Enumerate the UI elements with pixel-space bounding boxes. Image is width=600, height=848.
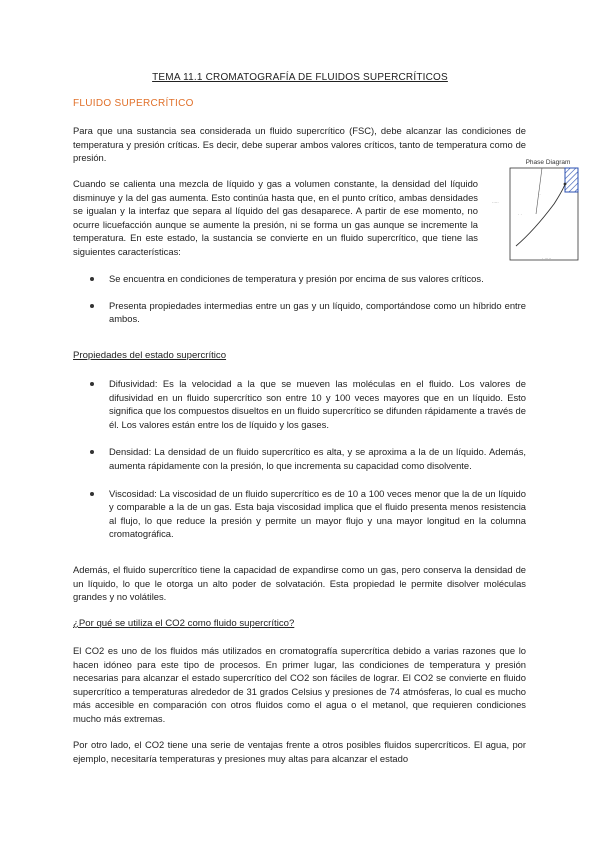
diagram-title: Phase Diagram (525, 159, 571, 166)
section-heading: FLUIDO SUPERCRÍTICO (73, 98, 194, 109)
why-co2-subheading: ¿Por qué se utiliza el CO2 como fluido supercrítico? (73, 618, 295, 629)
intro-paragraph: Para que una sustancia sea considerada un fluido supercrítico (FSC), debe alcanzar las condiciones de temperatura y presión críticas. Es decir, debe superar ambos valores críticos, tanto de temperatura como de presión. (73, 125, 526, 164)
list-item: Presenta propiedades intermedias entre un gas y un líquido, comportándose como un híbrido entre ambos. (73, 299, 526, 326)
list-item: Densidad: La densidad de un fluido supercrítico es alta, y se aproxima a la de un líquido. Además, aumenta rápidamente con la presión, lo que incrementa su capacidad como disolvente. (73, 445, 526, 472)
list-item: Viscosidad: La viscosidad de un fluido supercrítico es de 10 a 100 veces menor que la de un líquido y comparable a la de un gas. Esta baja viscosidad implica que el fluido presenta menos resistencia al flujo, lo que reduce la presión y permite un mayor flujo y una mayor longitud en la columna cromatográfica. (73, 487, 526, 541)
region-mark-liquid: ·· (538, 192, 541, 197)
characteristics-list (73, 272, 526, 326)
co2-usage-paragraph: El CO2 es uno de los fluidos más utilizados en cromatografía supercrítica debido a varias razones que lo hacen idóneo para este tipo de procesos. En primer lugar, las condiciones de temperatura y presión necesarias para alcanzar el estado supercrítico del CO2 son fáciles de lograr. El CO2 se convierte en fluido supercrítico a temperaturas alrededor de 31 grados Celsius y presiones de 74 atmósferas, lo cual es mucho más accesible en comparación con otros fluidos como el agua o el metanol, que requieren condiciones mucho más extremas. (73, 645, 526, 724)
axis-label-x-mark: · ····· (542, 256, 552, 261)
critical-point (564, 183, 567, 186)
other-side-paragraph: Por otro lado, el CO2 tiene una serie de ventajas frente a otros posibles fluidos supercríticos. El agua, por ejemplo, necesitaría temperaturas y presiones muy altas para alcanzar el estado (73, 739, 526, 764)
phase-diagram-svg (480, 156, 580, 264)
page-title: TEMA 11.1 CROMATOGRAFÍA DE FLUIDOS SUPERCRÍTICOS (152, 72, 448, 83)
heating-paragraph: Cuando se calienta una mezcla de líquido y gas a volumen constante, la densidad del líquido disminuye y la del gas aumenta. Esto continúa hasta que, en el punto crítico, ambas densidades se igualan y la interfaz que separa al líquido del gas desaparece. A partir de ese momento, no ocurre licuefacción aunque se aumente la presión, ni se forma un gas aunque se incremente la temperatura. En este estado, la sustancia se convierte en un fluido supercrítico, que tiene las siguientes características: (73, 178, 478, 257)
supercritical-region (565, 168, 578, 192)
melting-curve (536, 168, 542, 214)
properties-list (73, 377, 526, 541)
expansion-paragraph: Además, el fluido supercrítico tiene la capacidad de expandirse como un gas, pero conserva la densidad de un líquido, lo que le otorga un alto poder de solvatación. Esta propiedad le permite disolver moléculas grandes y no volátiles. (73, 564, 526, 603)
axis-label-y-mark: ····· (492, 200, 499, 205)
phase-diagram-figure (480, 156, 580, 264)
properties-subheading: Propiedades del estado supercrítico (73, 350, 227, 361)
region-mark-solid: · · (518, 212, 522, 217)
list-item: Se encuentra en condiciones de temperatura y presión por encima de sus valores críticos. (73, 272, 526, 286)
list-item: Difusividad: Es la velocidad a la que se mueven las moléculas en el fluido. Los valores de difusividad en un fluido supercrítico son entre 10 y 100 veces mayores que en un líquido. Esto significa que los compuestos disueltos en un fluido supercrítico se difunden rápidamente a través de él. Los valores están entre los de líquido y los gases. (73, 377, 526, 431)
